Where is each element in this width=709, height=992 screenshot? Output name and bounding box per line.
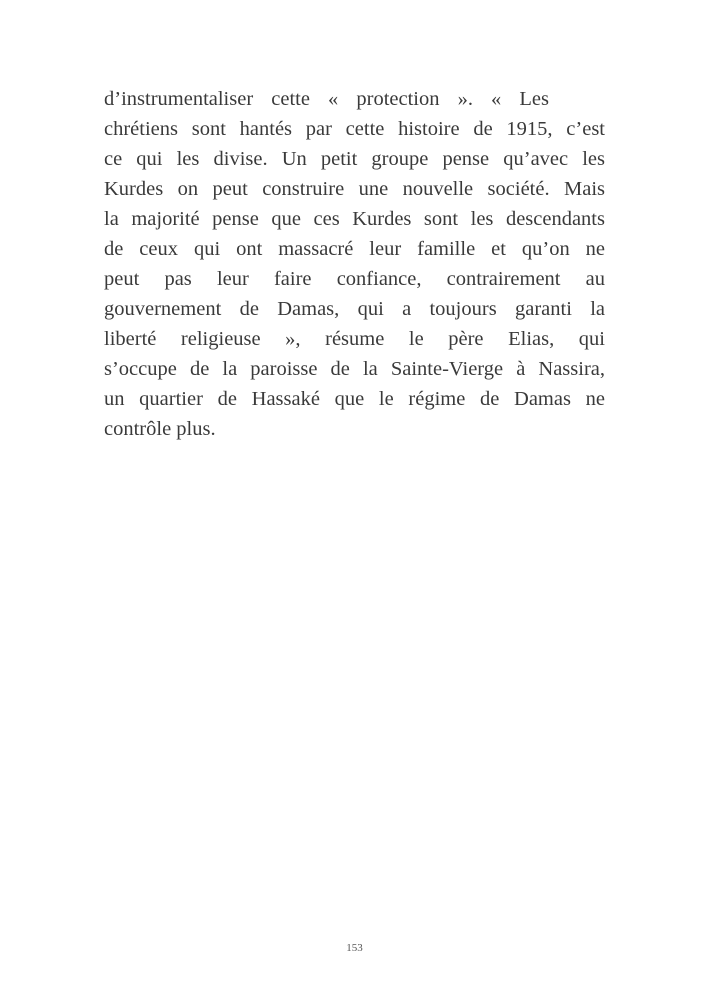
- text-line: la majorité pense que ces Kurdes sont les descendants: [104, 208, 605, 230]
- text-line: chrétiens sont hantés par cette histoire de 1915, c’est: [104, 118, 605, 140]
- text-line: Kurdes on peut construire une nouvelle société. Mais: [104, 178, 605, 200]
- text-line: peut pas leur faire confiance, contrairement au: [104, 268, 605, 290]
- text-line: gouvernement de Damas, qui a toujours garanti la: [104, 298, 605, 320]
- text-line: un quartier de Hassaké que le régime de Damas ne: [104, 388, 605, 410]
- body-text: [104, 84, 605, 444]
- text-line: d’instrumentaliser cette « protection ». « Les: [104, 88, 549, 110]
- text-line: de ceux qui ont massacré leur famille et qu’on ne: [104, 238, 605, 260]
- text-line: liberté religieuse », résume le père Elias, qui: [104, 328, 605, 350]
- text-line: ce qui les divise. Un petit groupe pense qu’avec les: [104, 148, 605, 170]
- text-line: s’occupe de la paroisse de la Sainte-Vierge à Nassira,: [104, 358, 605, 380]
- page-number: 153: [346, 942, 363, 954]
- text-line: contrôle plus.: [104, 418, 216, 440]
